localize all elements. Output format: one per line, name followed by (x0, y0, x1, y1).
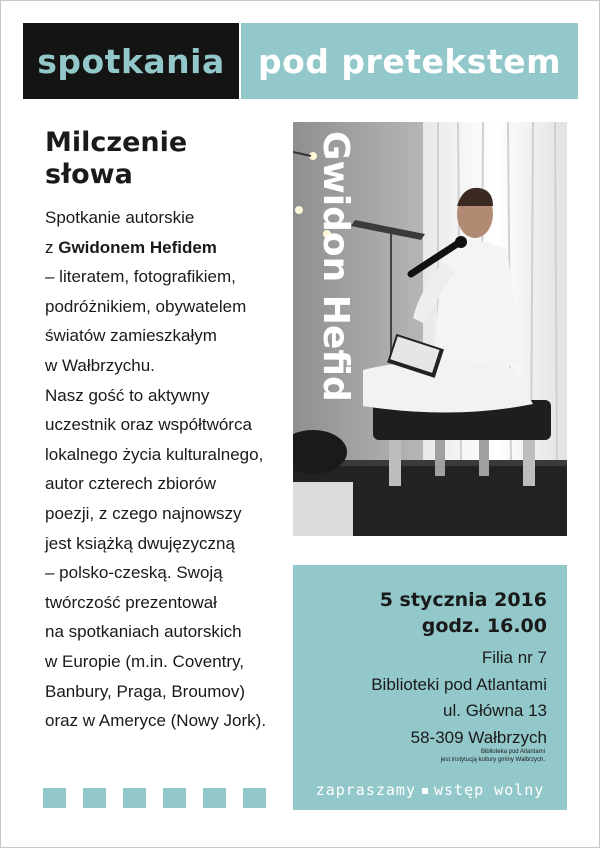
event-title (45, 127, 245, 191)
description-line: Nasz gość to aktywny (45, 385, 210, 405)
description-line: w Europie (m.in. Coventry, (45, 651, 245, 671)
description-line: – polsko-czeską. Swoją (45, 563, 223, 583)
address-line: Biblioteki pod Atlantami (371, 674, 547, 694)
event-title-line: Milczenie (45, 127, 188, 158)
description-line: jest książką dwujęzyczną (45, 533, 235, 553)
address-line: Filia nr 7 (481, 648, 547, 667)
decorative-square (123, 788, 146, 808)
header-right-text: pod pretekstem (258, 41, 561, 81)
description-line: – literatem, fotografikiem, (45, 267, 236, 287)
description-line: autor czterech zbiorów (45, 474, 217, 494)
footer-invite: zapraszamy (315, 781, 416, 799)
decorative-square (243, 788, 266, 808)
note-line: jest instytucją kultury gminy Wałbrzych. (440, 757, 545, 763)
invitation-footer (293, 781, 567, 799)
description-line: Banbury, Praga, Broumov) (45, 681, 245, 701)
description-line (45, 233, 291, 263)
description-line: twórczość prezentował (45, 592, 217, 612)
description-line: uczestnik oraz współtwórca (45, 415, 252, 435)
description-line: podróżnikiem, obywatelem (45, 296, 247, 316)
intro-prefix: z (45, 237, 59, 257)
event-address (371, 645, 547, 751)
address-line: 58-309 Wałbrzych (410, 727, 547, 747)
decorative-square (163, 788, 186, 808)
institution-note (441, 748, 545, 764)
header-banner-right (241, 23, 578, 99)
author-name: Gwidonem Hefidem (58, 237, 217, 257)
description-line: na spotkaniach autorskich (45, 622, 242, 642)
footer-separator (422, 788, 428, 794)
description-line: Spotkanie autorskie (45, 208, 195, 227)
address-line: ul. Główna 13 (443, 701, 547, 720)
photo-name-text: Gwidon Hefid (315, 131, 356, 402)
note-line: Biblioteka pod Atlantami (480, 749, 545, 755)
description-line: światów zamieszkałym (45, 326, 217, 346)
decorative-square (43, 788, 66, 808)
description-line: lokalnego życia kulturalnego, (45, 444, 264, 464)
event-date: 5 stycznia 2016 (379, 589, 547, 611)
decorative-squares (43, 788, 266, 808)
decorative-square (83, 788, 106, 808)
event-time: godz. 16.00 (421, 615, 547, 637)
decorative-square (203, 788, 226, 808)
footer-free-entry: wstęp wolny (433, 781, 545, 799)
description-line: poezji, z czego najnowszy (45, 503, 242, 523)
event-title-line: słowa (45, 159, 133, 190)
description-line: oraz w Ameryce (Nowy Jork). (45, 711, 267, 731)
event-description (45, 203, 291, 736)
photo-name-overlay (313, 131, 357, 402)
event-info-box (293, 565, 567, 810)
header-left-text: spotkania (37, 41, 225, 81)
header-banner-left (23, 23, 239, 99)
description-line: w Wałbrzychu. (45, 355, 155, 375)
